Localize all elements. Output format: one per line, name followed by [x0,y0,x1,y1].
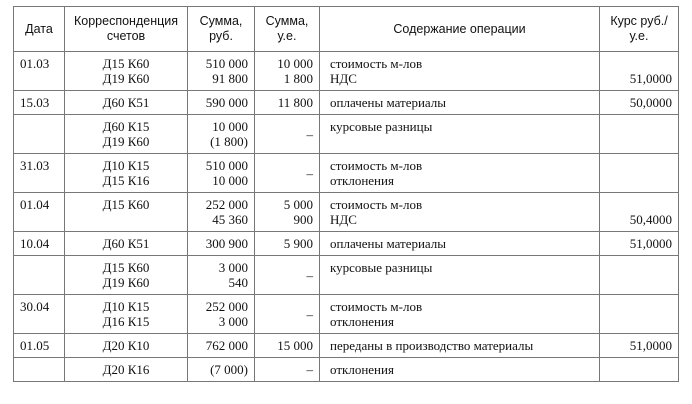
cell-rate [600,154,679,193]
cell-sum-ue: – [255,358,320,382]
cell-sum-rub: 510 000 10 000 [188,154,255,193]
cell-date: 01.05 [14,334,65,358]
cell-sum-ue: 15 000 [255,334,320,358]
cell-sum-rub: 590 000 [188,91,255,115]
cell-description: стоимость м-лов НДС [320,193,600,232]
cell-rate: 50,0000 [600,91,679,115]
cell-description: курсовые разницы [320,256,600,295]
cell-description: оплачены материалы [320,232,600,256]
cell-sum-rub: (7 000) [188,358,255,382]
cell-date: 01.03 [14,52,65,91]
cell-date [14,115,65,154]
table-row [14,115,679,154]
cell-accounts: Д60 К15 Д19 К60 [65,115,188,154]
header-rate: Курс руб./ у.е. [600,7,679,52]
cell-sum-ue: 10 000 1 800 [255,52,320,91]
operations-table [13,6,679,382]
cell-date [14,256,65,295]
cell-date: 31.03 [14,154,65,193]
cell-accounts: Д20 К16 [65,358,188,382]
cell-sum-rub: 10 000 (1 800) [188,115,255,154]
cell-description: стоимость м-лов отклонения [320,295,600,334]
cell-sum-ue: – [255,115,320,154]
cell-description: стоимость м-лов отклонения [320,154,600,193]
cell-accounts: Д60 К51 [65,91,188,115]
cell-description: переданы в производство материалы [320,334,600,358]
table-row [14,193,679,232]
cell-sum-rub: 510 000 91 800 [188,52,255,91]
cell-rate: 50,4000 [600,193,679,232]
cell-sum-ue: – [255,295,320,334]
header-sum-ue: Сумма, у.е. [255,7,320,52]
cell-sum-ue: – [255,154,320,193]
cell-description: отклонения [320,358,600,382]
cell-rate [600,115,679,154]
cell-date [14,358,65,382]
header-description: Содержание операции [320,7,600,52]
header-sum-rub: Сумма, руб. [188,7,255,52]
cell-description: оплачены материалы [320,91,600,115]
table-row [14,334,679,358]
cell-accounts: Д10 К15 Д15 К16 [65,154,188,193]
cell-date: 15.03 [14,91,65,115]
cell-sum-ue: 5 000 900 [255,193,320,232]
cell-rate [600,256,679,295]
table-row [14,232,679,256]
cell-sum-ue: – [255,256,320,295]
cell-date: 01.04 [14,193,65,232]
cell-rate [600,358,679,382]
cell-date: 30.04 [14,295,65,334]
cell-sum-rub: 300 900 [188,232,255,256]
table-row [14,154,679,193]
cell-description: курсовые разницы [320,115,600,154]
cell-accounts: Д15 К60 Д19 К60 [65,52,188,91]
cell-accounts: Д10 К15 Д16 К15 [65,295,188,334]
cell-rate: 51,0000 [600,334,679,358]
cell-accounts: Д15 К60 [65,193,188,232]
table-row [14,295,679,334]
cell-sum-rub: 3 000 540 [188,256,255,295]
cell-sum-rub: 252 000 3 000 [188,295,255,334]
cell-sum-rub: 762 000 [188,334,255,358]
cell-rate: 51,0000 [600,232,679,256]
cell-accounts: Д15 К60 Д19 К60 [65,256,188,295]
cell-accounts: Д20 К10 [65,334,188,358]
cell-sum-ue: 5 900 [255,232,320,256]
cell-description: стоимость м-лов НДС [320,52,600,91]
cell-accounts: Д60 К51 [65,232,188,256]
cell-rate: 51,0000 [600,52,679,91]
table-row [14,256,679,295]
cell-date: 10.04 [14,232,65,256]
table-header-row [14,7,679,52]
header-date: Дата [14,7,65,52]
table-row [14,52,679,91]
table-body [14,52,679,382]
cell-sum-rub: 252 000 45 360 [188,193,255,232]
table-row [14,358,679,382]
cell-rate [600,295,679,334]
cell-sum-ue: 11 800 [255,91,320,115]
table-row [14,91,679,115]
header-accounts: Корреспонденция счетов [65,7,188,52]
